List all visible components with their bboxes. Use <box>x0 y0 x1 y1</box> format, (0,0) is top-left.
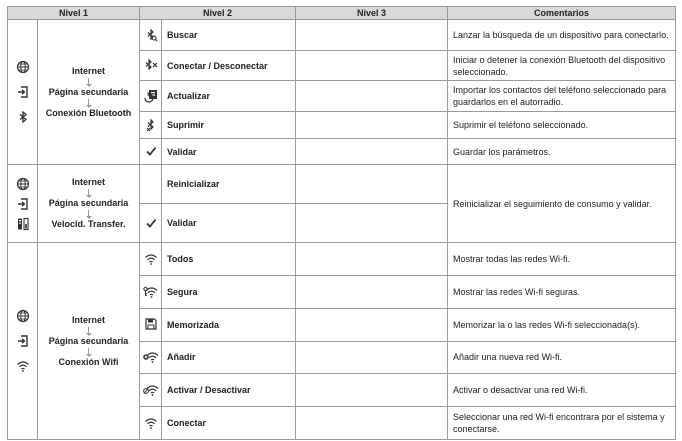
wifi-toggle-icon <box>143 382 159 398</box>
globe-icon <box>8 60 37 74</box>
level2-icon-cell <box>140 165 162 204</box>
level2-label[interactable]: Validar <box>162 138 296 165</box>
table-row <box>8 243 676 276</box>
bluetooth-delete-icon <box>143 117 159 133</box>
level1-path <box>38 243 140 440</box>
level3-cell <box>296 20 448 51</box>
level2-icon-cell <box>140 341 162 374</box>
comment: Guardar los parámetros. <box>448 138 676 165</box>
level2-label[interactable]: Memorizada <box>162 308 296 341</box>
settings-table <box>7 6 676 440</box>
level3-cell <box>296 243 448 276</box>
level1-internet: Internet <box>71 177 105 188</box>
comment: Memorizar la o las redes Wi-fi seleccionada(s). <box>448 308 676 341</box>
level2-icon-cell <box>140 374 162 407</box>
check-icon <box>143 215 159 231</box>
level1-bluetooth-connection: Conexión Bluetooth <box>45 107 132 118</box>
level1-icons <box>8 165 38 243</box>
level1-icons <box>8 20 38 165</box>
level3-cell <box>296 138 448 165</box>
header-row <box>8 7 676 20</box>
level2-label[interactable]: Añadir <box>162 341 296 374</box>
bluetooth-connect-icon <box>143 57 159 73</box>
arrow-down-icon <box>88 99 89 105</box>
level1-path <box>38 20 140 165</box>
comment: Activar o desactivar una red Wi-fi. <box>448 374 676 407</box>
wifi-icon <box>143 251 159 267</box>
level1-transfer-speed: Velocid. Transfer. <box>51 219 126 230</box>
wifi-icon <box>143 415 159 431</box>
level2-label[interactable]: Suprimir <box>162 112 296 139</box>
enter-icon <box>8 85 37 99</box>
arrow-down-icon <box>88 327 89 333</box>
level2-label[interactable]: Todos <box>162 243 296 276</box>
header-comentarios: Comentarios <box>448 7 676 20</box>
header-nivel-1: Nivel 1 <box>8 7 140 20</box>
enter-icon <box>8 334 37 348</box>
comment: Lanzar la búsqueda de un dispositivo para conectarlo. <box>448 20 676 51</box>
comment: Mostrar todas las redes Wi-fi. <box>448 243 676 276</box>
header-nivel-2: Nivel 2 <box>140 7 296 20</box>
level2-label[interactable]: Activar / Desactivar <box>162 374 296 407</box>
level1-secondary-page: Página secundaria <box>48 86 129 97</box>
comment: Mostrar las redes Wi-fi seguras. <box>448 276 676 309</box>
save-icon <box>143 316 159 332</box>
level2-label[interactable]: Conectar / Desconectar <box>162 50 296 81</box>
level3-cell <box>296 276 448 309</box>
level3-cell <box>296 204 448 243</box>
level2-icon-cell <box>140 81 162 112</box>
level2-icon-cell <box>140 308 162 341</box>
level3-cell <box>296 341 448 374</box>
comment: Reinicializar el seguimiento de consumo y validar. <box>448 165 676 243</box>
level3-cell <box>296 81 448 112</box>
arrow-down-icon <box>88 348 89 354</box>
arrow-down-icon <box>88 210 89 216</box>
level2-label[interactable]: Buscar <box>162 20 296 51</box>
level2-icon-cell <box>140 204 162 243</box>
level2-label[interactable]: Actualizar <box>162 81 296 112</box>
level1-path <box>38 165 140 243</box>
arrow-down-icon <box>88 78 89 84</box>
wifi-secure-icon <box>143 284 159 300</box>
level2-icon-cell <box>140 112 162 139</box>
level3-cell <box>296 112 448 139</box>
level2-icon-cell <box>140 243 162 276</box>
header-nivel-3: Nivel 3 <box>296 7 448 20</box>
arrow-down-icon <box>88 189 89 195</box>
globe-icon <box>8 309 37 323</box>
comment: Importar los contactos del teléfono seleccionado para guardarlos en el autorradio. <box>448 81 676 112</box>
level1-internet: Internet <box>71 314 105 325</box>
contacts-update-icon <box>143 88 159 104</box>
bluetooth-search-icon <box>143 27 159 43</box>
level1-icons <box>8 243 38 440</box>
comment: Añadir una nueva red Wi-fi. <box>448 341 676 374</box>
level2-icon-cell <box>140 20 162 51</box>
wifi-add-icon <box>143 349 159 365</box>
level3-cell <box>296 407 448 440</box>
check-icon <box>143 143 159 159</box>
level2-icon-cell <box>140 50 162 81</box>
table-row <box>8 165 676 204</box>
bluetooth-icon <box>8 110 37 124</box>
transfer-speed-icon <box>8 217 37 231</box>
level3-cell <box>296 50 448 81</box>
level3-cell <box>296 374 448 407</box>
level1-secondary-page: Página secundaria <box>48 198 129 209</box>
globe-icon <box>8 177 37 191</box>
level2-label[interactable]: Conectar <box>162 407 296 440</box>
level3-cell <box>296 165 448 204</box>
level2-icon-cell <box>140 138 162 165</box>
comment: Iniciar o detener la conexión Bluetooth del dispositivo seleccionado. <box>448 50 676 81</box>
level2-icon-cell <box>140 407 162 440</box>
enter-icon <box>8 197 37 211</box>
comment: Suprimir el teléfono seleccionado. <box>448 112 676 139</box>
level1-secondary-page: Página secundaria <box>48 335 129 346</box>
table-row <box>8 20 676 51</box>
level1-wifi-connection: Conexión Wifi <box>58 356 119 367</box>
level2-icon-cell <box>140 276 162 309</box>
level2-label[interactable]: Validar <box>162 204 296 243</box>
level1-internet: Internet <box>71 65 105 76</box>
level3-cell <box>296 308 448 341</box>
level2-label[interactable]: Segura <box>162 276 296 309</box>
wifi-icon <box>8 359 37 373</box>
level2-label[interactable]: Reinicializar <box>162 165 296 204</box>
comment: Seleccionar una red Wi-fi encontrara por el sistema y conectarse. <box>448 407 676 440</box>
